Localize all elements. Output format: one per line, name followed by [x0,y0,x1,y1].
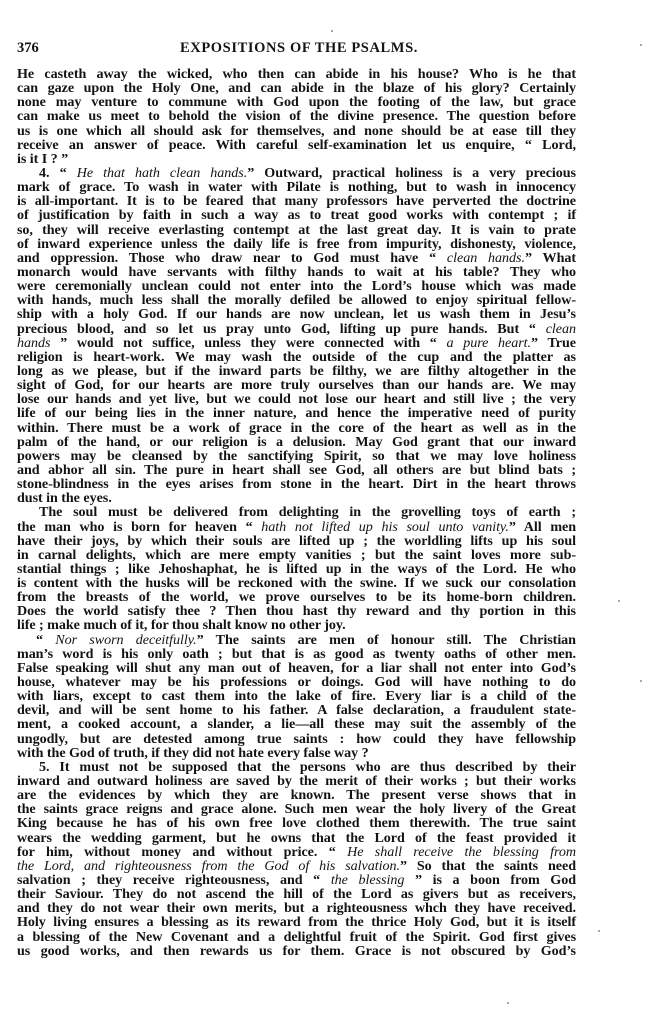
text-segment: ” So that the saints need [399,857,576,874]
text-segment: stone-blindness in the eyes arises from stone in the heart. Dirt in the heart throws [17,476,576,493]
text-segment: for him, without money and without price. “ [17,843,348,860]
text-line [17,138,576,152]
text-line [17,265,576,279]
text-segment: the man who is born for heaven “ [17,518,262,535]
text-segment: the saints grace reigns and grace alone. Such men wear the holy livery of the Great [17,801,576,818]
scan-speck [618,600,620,602]
text-segment: is it I ? ” [17,150,69,167]
page-number: 376 [17,40,39,56]
running-title: EXPOSITIONS OF THE PSALMS. [180,40,418,56]
text-line [17,364,576,378]
text-line [17,336,576,350]
text-segment: ” True [531,334,576,351]
italic-quote: a pure heart. [446,334,532,351]
text-line [17,378,576,392]
text-segment: of justification by faith in such a way as to treat good works with contempt ; if [17,207,576,224]
text-line [17,901,576,915]
text-segment: in carnal delights, which are mere empty vanities ; but the saint loves more sub- [17,546,576,563]
text-line [17,279,576,293]
text-segment: stantial things ; like Jehoshaphat, he is lifted up in the ways of the Lord. He who [17,560,576,577]
text-segment: devil, and will be sent home to his father. A false declaration, a fraudulent state- [17,702,576,719]
text-segment: mark of grace. To wash in water with Pilate is nothing, but to wash in innocency [17,179,576,196]
text-line [17,223,576,237]
text-segment: long as we please, but if the inward parts be filthy, we are filthy altogether in the [17,362,576,379]
italic-quote: clean [545,320,576,337]
italic-quote: He that hath clean hands. [76,164,248,181]
scan-speck [640,44,642,46]
text-segment: were ceremonially unclean could not enter into the Lord’s house which was made [17,278,576,295]
text-segment: inward and outward holiness are saved by the merit of their works ; but their works [17,773,576,790]
text-segment: with hands, much less shall the morally defiled be allowed to enjoy spiritual fellow- [17,292,576,309]
text-segment: powers may be cleansed by the sanctifying Spirit, so that we may love holiness [17,447,576,464]
text-line [17,661,576,675]
text-segment: sight of God, for our hearts are more truly ourselves than our hands are. We may [17,377,576,394]
text-segment: man’s word is his only oath ; but that is as good as twenty oaths of other men. [17,645,576,662]
text-segment: can gaze upon the Holy One, and can abide in the blaze of his glory? Certainly [17,80,576,97]
text-segment: a blessing of the New Covenant and a delightful fruit of the Spirit. God first gives [17,928,576,945]
text-line [17,859,576,873]
text-segment: so, they will receive everlasting contempt at the last great day. It is vain to prate [17,221,576,238]
text-line [17,95,576,109]
text-line [17,562,576,576]
italic-quote: hath not lifted up his soul unto vanity. [261,518,509,535]
text-segment: with liars, except to cast them into the lake of fire. Every liar is a child of the [17,688,576,705]
text-segment: have their joys, by which their souls are lifted up ; the worldling lifts up his soul [17,532,576,549]
text-line [17,180,576,194]
text-line [17,307,576,321]
text-line [17,746,576,760]
text-line [17,788,576,802]
text-segment: Does the world satisfy thee ? Then thou hast thy reward and thy portion in this [17,603,576,620]
text-line [17,887,576,901]
text-line [17,732,576,746]
text-segment: of inward experience unless the daily life is free from impurity, dishonesty, violence, [17,235,576,252]
text-line [17,251,576,265]
text-line [17,237,576,251]
text-segment: is content with the husks will be reckoned with the swine. If we suck our consolation [17,575,576,592]
italic-quote: the blessing [330,872,405,889]
text-segment: palm of the hand, or our religion is a delusion. May God grant that our inward [17,433,576,450]
text-line [17,675,576,689]
italic-quote: the Lord, and righteousness from the God of his salvation. [17,857,400,874]
text-line [17,421,576,435]
body-text [17,67,576,958]
text-line [17,845,576,859]
text-line [17,152,576,166]
text-line [17,109,576,123]
text-segment: ment, a cooked account, a slander, a lie—all these may suit the assembly of the [17,716,576,733]
scan-speck [507,1002,509,1004]
text-line [17,463,576,477]
text-segment: receive an answer of peace. With careful self-examination let us enquire, “ Lord, [17,136,576,153]
text-segment: salvation ; they receive righteousness, and “ [17,872,331,889]
text-line [17,774,576,788]
text-segment: their Saviour. They do not ascend the hill of the Lord as givers but as receivers, [17,886,576,903]
text-line [17,944,576,958]
text-segment: ” What [524,249,576,266]
text-segment: and abhor all sin. The pure in heart shall see God, all others are but blind bats ; [17,461,576,478]
italic-quote: Nor sworn deceitfully. [55,631,197,648]
text-segment: can make us meet to behold the vision of the divine presence. The question before [17,108,576,125]
text-line [17,406,576,420]
text-segment: ” Outward, practical holiness is a very precious [247,164,576,181]
italic-quote: He shall receive the blessing from [347,843,576,860]
text-segment: Holy living ensures a blessing as its reward from the thrice Holy God, but it is itself [17,914,576,931]
text-line [17,802,576,816]
text-segment: precious blood, and so let us pray unto God, lifting up pure hands. But “ [17,320,546,337]
text-line [17,491,576,505]
text-segment: wears the wedding garment, but he owns that the Lord of the feast provided it [17,829,576,846]
italic-quote: clean hands. [446,249,525,266]
text-segment: and they do not wear their own merits, but a righteousness whch they have received. [17,900,576,917]
text-line [17,604,576,618]
text-line [17,67,576,81]
text-line [17,81,576,95]
text-line [17,590,576,604]
text-line [17,166,576,180]
text-segment: from the breasts of the world, we prove ourselves to be its home-born children. [17,589,576,606]
text-segment: with the God of truth, if they did not hate every false way ? [17,744,369,761]
text-segment: house, whatever may be his professions or doings. God will have nothing to do [17,674,576,691]
text-segment: False speaking will shut any man out of heaven, for a liar shall not enter into God’s [17,659,576,676]
text-line [17,816,576,830]
text-line [17,618,576,632]
text-segment: are the evidences by which they are known. The present verse shows that in [17,787,576,804]
text-segment: none may venture to commune with God upon the footing of the law, but grace [17,94,576,111]
text-segment: He casteth away the wicked, who then can abide in his house? Who is he that [17,66,576,82]
text-segment: dust in the eyes. [17,490,112,507]
text-line [17,477,576,491]
scan-speck [640,680,642,682]
text-segment: ship with a holy God. If our hands are now unclean, let us wash them in Jesu’s [17,306,576,323]
text-segment: us is one which all should ask for themselves, and none should be at ease till they [17,122,576,139]
text-line [17,505,576,519]
text-segment: life ; make much of it, for thou shalt know no other joy. [17,617,346,634]
text-line [17,208,576,222]
text-segment: “ [36,631,56,648]
text-line [17,194,576,208]
text-line [17,689,576,703]
text-line [17,873,576,887]
text-segment: life of our being lies in the inner nature, and hence the imperative need of purity [17,405,576,422]
text-segment: 5. It must not be supposed that the persons who are thus described by their [39,758,576,775]
text-line [17,576,576,590]
scan-speck [598,930,600,932]
text-line [17,293,576,307]
text-segment: ” is a boon from God [404,872,577,889]
text-line [17,548,576,562]
text-segment: within. There must be a work of grace in the core of the heart as well as in the [17,419,576,436]
text-segment: and oppression. Those who draw near to God must have “ [17,249,447,266]
text-segment: ” All men [508,518,577,535]
text-line [17,322,576,336]
text-segment: is all-important. It is to be feared that many professors have perverted the doctrine [17,193,576,210]
text-segment: ” would not suffice, unless they were connected with “ [50,334,447,351]
text-segment: us good works, and then rewards us for them. Grace is not obscured by God’s [17,942,576,959]
text-line [17,703,576,717]
text-line [17,633,576,647]
text-line [17,760,576,774]
text-line [17,435,576,449]
text-line [17,392,576,406]
italic-quote: hands [17,334,51,351]
text-segment: ” The saints are men of honour still. The Christian [196,631,576,648]
text-segment: 4. “ [39,164,77,181]
text-line [17,647,576,661]
text-segment: ungodly, but are detested among true saints : how could they have fellowship [17,730,576,747]
text-segment: King because he has of his own free love clothed them therewith. The true saint [17,815,576,832]
text-line [17,124,576,138]
text-line [17,449,576,463]
text-segment: The soul must be delivered from delighting in the grovelling toys of earth ; [39,504,576,521]
text-line [17,831,576,845]
scan-speck [331,30,333,32]
text-line [17,915,576,929]
text-line [17,534,576,548]
text-segment: religion is heart-work. We may wash the outside of the cup and the platter as [17,348,576,365]
page-header [17,40,577,60]
text-segment: lose our hands and yet live, but we could not lose our heart and still live ; the very [17,391,576,408]
text-line [17,717,576,731]
text-line [17,350,576,364]
text-line [17,930,576,944]
text-segment: monarch would have servants with filthy hands to wait at his table? They who [17,263,576,280]
text-line [17,520,576,534]
